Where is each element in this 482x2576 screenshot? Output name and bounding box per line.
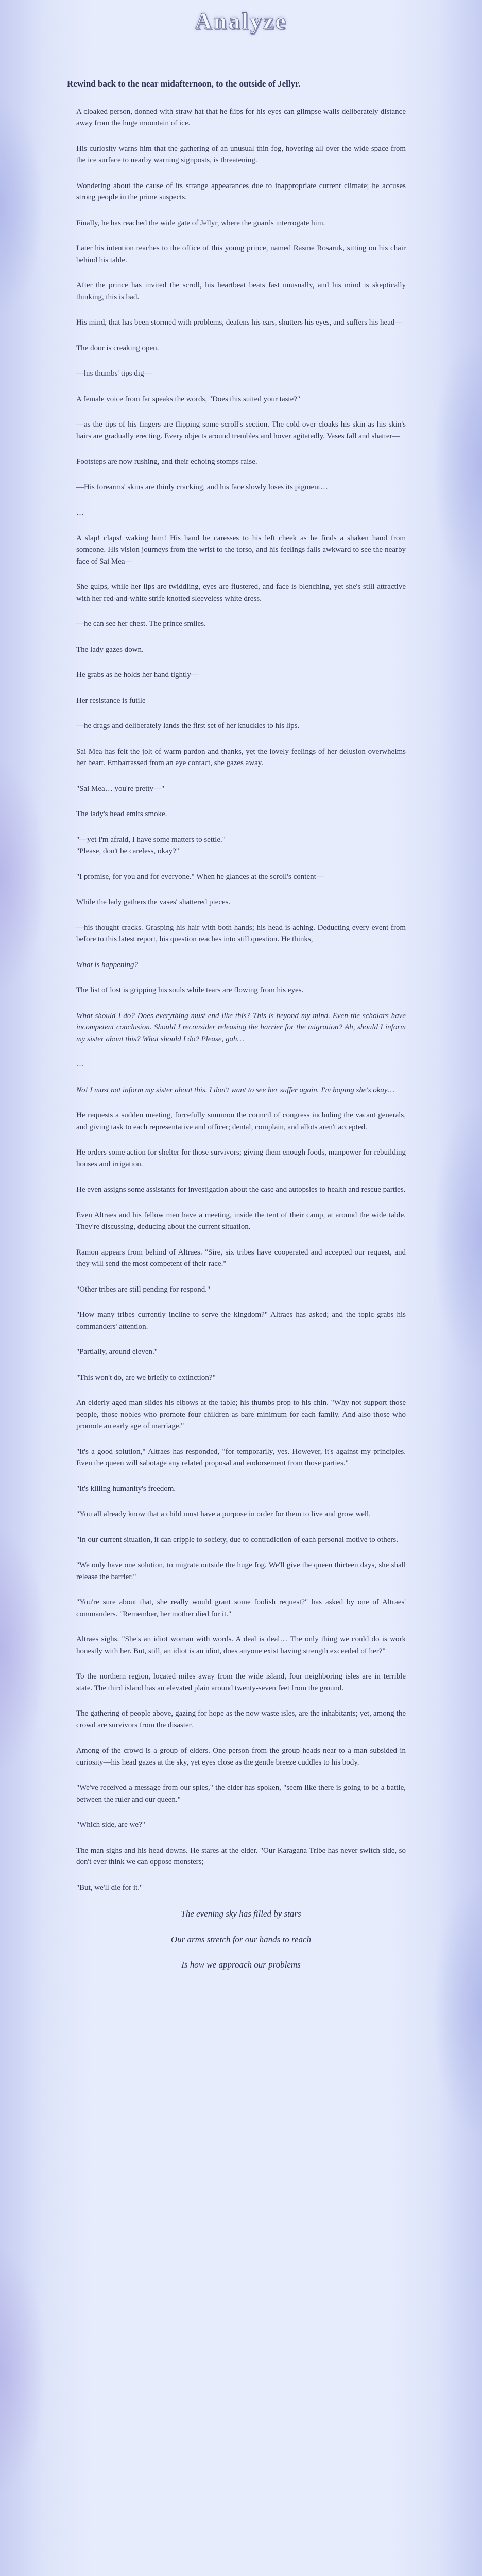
story-paragraph: His mind, that has been stormed with problems, deafens his ears, shutters his eyes, and suffers his head—: [76, 318, 403, 327]
story-paragraph: —his thumbs' tips dig—: [76, 369, 152, 378]
story-paragraph: "Other tribes are still pending for respond.": [76, 1285, 211, 1294]
story-paragraph: A cloaked person, donned with straw hat that he flips for his eyes can glimpse walls deliberately distance away from the huge mountain of ice.: [76, 107, 406, 127]
story-paragraph: "In our current situation, it can cripple to society, due to contradiction of each personal motive to others.: [76, 1535, 398, 1544]
story-paragraph: "Sai Mea… you're pretty—": [76, 784, 165, 793]
story-paragraph: "We've received a message from our spies," the elder has spoken, "seem like there is going to be a battle, between the ruler and our queen.": [76, 1784, 406, 1804]
story-paragraph: The lady's head emits smoke.: [76, 810, 167, 818]
story-paragraph: Sai Mea has felt the jolt of warm pardon and thanks, yet the lovely feelings of her delusion overwhelms her heart. Embarrassed from an eye contact, she gazes away.: [76, 747, 406, 767]
intro-line: Rewind back to the near midafternoon, to the outside of Jellyr.: [67, 79, 301, 89]
story-paragraph: "Partially, around eleven.": [76, 1348, 158, 1356]
story-paragraph: The lady gazes down.: [76, 645, 144, 654]
story-paragraph: —his thought cracks. Grasping his hair with both hands; his head is aching. Deducting every event from before to this latest report, his question reaches into still question. He thinks,: [76, 923, 406, 943]
story-paragraph: "It's killing humanity's freedom.: [76, 1484, 176, 1493]
poem-line: Our arms stretch for our hands to reach: [170, 1934, 312, 1944]
story-paragraph: Later his intention reaches to the office of this young prince, named Rasme Rosaruk, sitting on his chair behind his table.: [76, 244, 406, 264]
story-paragraph: "It's a good solution," Altraes has responded, "for temporarily, yes. However, it's against my principles. Even the queen will sabotage any related proposal and endorsement from those parties.": [76, 1447, 406, 1467]
story-paragraph: —he drags and deliberately lands the first set of her knuckles to his lips.: [76, 722, 300, 730]
story-paragraph: Wondering about the cause of its strange appearances due to inappropriate current climate; he accuses strong people in the prime suspects.: [76, 181, 406, 201]
story-paragraph: "You're sure about that, she really would grant some foolish request?" has asked by one of Altraes' commanders. "Remember, her mother died for it.": [76, 1598, 406, 1618]
story-paragraph: "This won't do, are we briefly to extinction?": [76, 1373, 216, 1382]
story-paragraph: …: [76, 509, 84, 517]
story-paragraph: Finally, he has reached the wide gate of Jellyr, where the guards interrogate him.: [76, 218, 325, 227]
story-paragraph: Ramon appears from behind of Altraes. "Sire, six tribes have cooperated and accepted our request, and they will send the most competent of their race.": [76, 1248, 406, 1268]
story-paragraph: His curiosity warns him that the gathering of an unusual thin fog, hovering all over the wide space from the ice surface to nearby warning signposts, is threatening.: [76, 144, 406, 164]
story-paragraph: To the northern region, located miles away from the wide island, four neighboring isles are in terrible state. The third island has an elevated plain around twenty-seven feet from the ground.: [76, 1672, 406, 1692]
story-paragraph: He orders some action for shelter for those survivors; giving them enough foods, manpower for rebuilding houses and irrigation.: [76, 1148, 406, 1168]
story-paragraph: …: [76, 1060, 84, 1069]
closing-poem: [76, 1907, 406, 1972]
story-paragraph: A female voice from far speaks the words, "Does this suited your taste?": [76, 395, 301, 403]
story-paragraph: What should I do? Does everything must end like this? This is beyond my mind. Even the scholars have incompetent conclusion. Should I reconsider releasing the barrier for the migration? Ah, should I inform my sister about this? What should I do? Please, gah…: [76, 1011, 406, 1043]
story-paragraph: An elderly aged man slides his elbows at the table; his thumbs prop to his chin. "Why not support those people, those nobles who promote four children as bare minimum for each family. And also those who promote an early age of marriage.": [76, 1399, 406, 1430]
story-paragraph: The gathering of people above, gazing for hope as the now waste isles, are the inhabitants; yet, among the crowd are survivors from the disaster.: [76, 1709, 406, 1730]
story-paragraph: She gulps, while her lips are twiddling, eyes are flustered, and face is blenching, yet she's still attractive with her red-and-white strife knotted sleeveless white dress.: [76, 583, 406, 603]
story-paragraph: The list of lost is gripping his souls while tears are flowing from his eyes.: [76, 986, 304, 994]
story-paragraph: He even assigns some assistants for investigation about the case and autopsies to health and rescue parties.: [76, 1185, 406, 1194]
story-paragraph: "Which side, are we?": [76, 1821, 145, 1829]
story-paragraph: "I promise, for you and for everyone." When he glances at the scroll's content—: [76, 872, 324, 881]
poem-line: Is how we approach our problems: [181, 1960, 301, 1970]
story-paragraph: "But, we'll die for it.": [76, 1883, 143, 1892]
story-paragraph: —His forearms' skins are thinly cracking, and his face slowly loses its pigment…: [76, 483, 328, 492]
paragraph-list: [76, 106, 406, 1894]
story-paragraph: The man sighs and his head downs. He stares at the elder. "Our Karagana Tribe has never switch side, so don't ever think we can oppose monsters;: [76, 1846, 406, 1866]
story-paragraph: While the lady gathers the vases' shattered pieces.: [76, 898, 231, 906]
story-paragraph: Altraes sighs. "She's an idiot woman with words. A deal is deal… The only thing we could do is work honestly with her. But, still, an idiot is an idiot, does anyone exist having strength exceeded of her?": [76, 1635, 406, 1655]
story-paragraph: "You all already know that a child must have a purpose in order for them to live and grow well.: [76, 1510, 371, 1518]
story-paragraph: Among of the crowd is a group of elders. One person from the group heads near to a man subsided in curiosity—his head gazes at the sky, yet eyes close as the gentle breeze cuddles to his body.: [76, 1747, 406, 1767]
story-paragraph: —he can see her chest. The prince smiles.: [76, 620, 206, 628]
story-paragraph: Even Altraes and his fellow men have a meeting, inside the tent of their camp, at around the wide table. They're discussing, deducing about the current situation.: [76, 1211, 406, 1231]
page-title: Analyze: [195, 8, 287, 34]
story-paragraph: He grabs as he holds her hand tightly—: [76, 671, 199, 679]
story-paragraph: The door is creaking open.: [76, 344, 159, 352]
story-paragraph: "We only have one solution, to migrate outside the huge fog. We'll give the queen thirteen days, she shall release the barrier.": [76, 1561, 406, 1581]
story-paragraph: A slap! claps! waking him! His hand he caresses to his left cheek as he finds a shaken hand from someone. His vision journeys from the wrist to the torso, and his feelings falls awkward to see the nearby face of Sai Mea—: [76, 534, 406, 566]
story-paragraph: No! I must not inform my sister about this. I don't want to see her suffer again. I'm hoping she's okay…: [76, 1086, 394, 1094]
story-paragraph: After the prince has invited the scroll, his heartbeat beats fast unusually, and his mind is skeptically thinking, this is bad.: [76, 281, 406, 301]
story-paragraph: "—yet I'm afraid, I have some matters to settle." "Please, don't be careless, okay?": [76, 835, 226, 855]
story-paragraph: Her resistance is futile: [76, 696, 146, 705]
story-paragraph: —as the tips of his fingers are flipping some scroll's section. The cold over cloaks his skin as his skin's hairs are gradually erecting. Every objects around trembles and hover agitatedly. Vases fall and shatter—: [76, 420, 406, 440]
story-paragraph: Footsteps are now rushing, and their echoing stomps raise.: [76, 457, 257, 466]
poem-line: The evening sky has filled by stars: [181, 1909, 301, 1919]
story-paragraph: "How many tribes currently incline to serve the kingdom?" Altraes has asked; and the topic grabs his commanders' attention.: [76, 1311, 406, 1331]
story-paragraph: What is happening?: [76, 960, 138, 969]
story-body: [67, 77, 406, 1984]
story-paragraph: He requests a sudden meeting, forcefully summon the council of congress including the vacant generals, and giving task to each representative and officer; dental, complain, and allots aren't accepted.: [76, 1111, 406, 1131]
